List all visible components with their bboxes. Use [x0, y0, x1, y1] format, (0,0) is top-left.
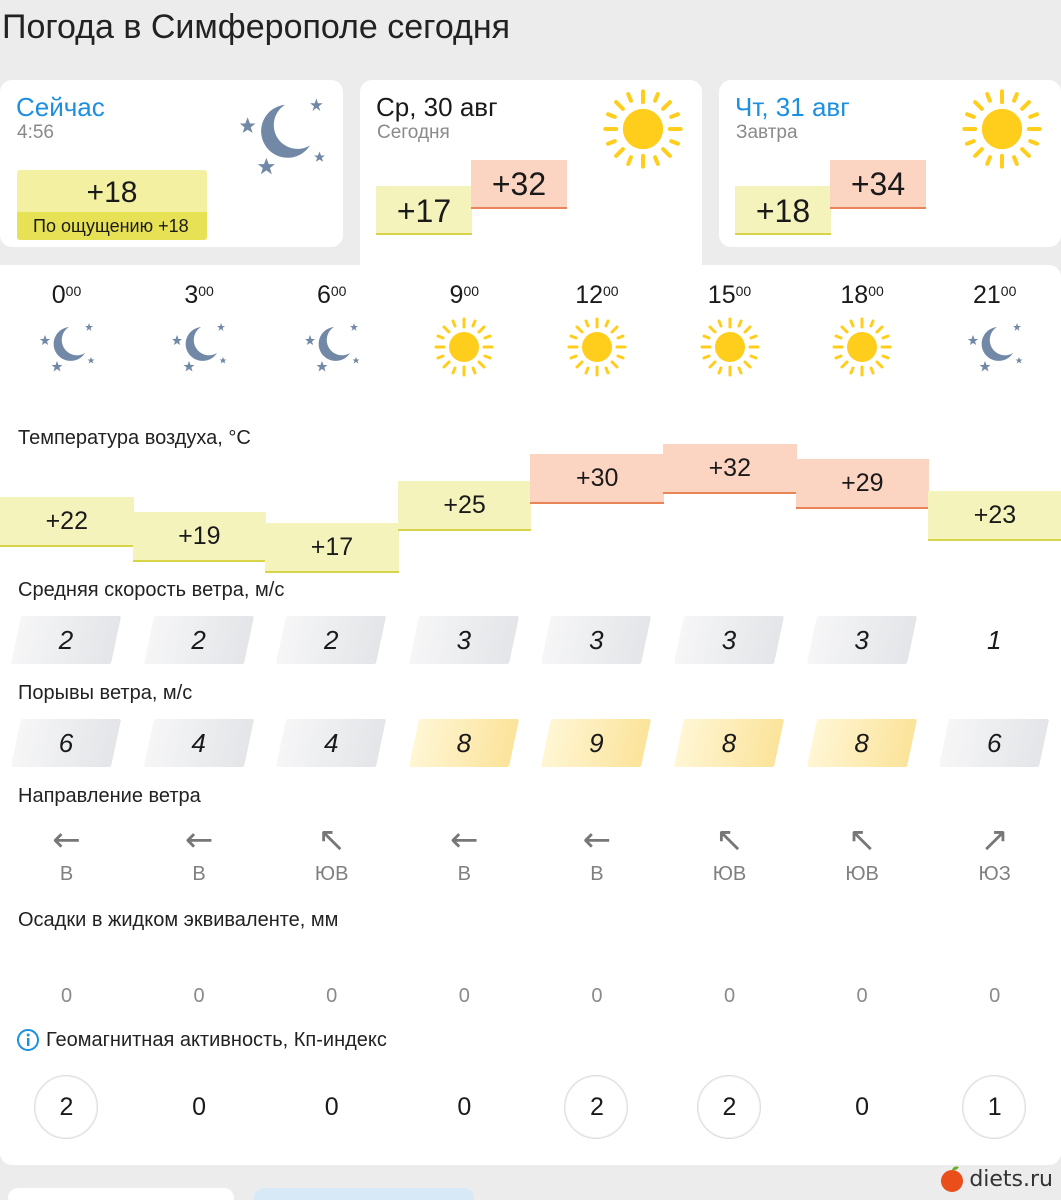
- wind-direction-cell: [133, 821, 266, 886]
- wind-gust-cell: [149, 719, 249, 767]
- sun-icon: [698, 315, 762, 379]
- wind-arrow-icon: ←: [582, 820, 612, 860]
- hour-icon-cell: [265, 315, 398, 379]
- wind-value: 3: [456, 625, 472, 655]
- geomag-section-label[interactable]: [16, 1028, 387, 1052]
- wind-speed-cell: [812, 616, 912, 664]
- wind-direction-cell: [398, 821, 531, 886]
- wind-value: 8: [854, 728, 869, 758]
- day-card-sub: Завтра: [736, 122, 798, 143]
- temp-section-label: Температура воздуха, °C: [18, 427, 251, 449]
- now-time: 4:56: [17, 122, 54, 143]
- precip-value: 0: [60, 985, 73, 1007]
- wind-value: 6: [58, 728, 74, 758]
- wind-section-label: Средняя скорость ветра, м/с: [18, 579, 285, 601]
- wind-direction-cell: [0, 821, 133, 886]
- wind-value: 2: [191, 625, 206, 655]
- day-low-temp: +18: [735, 186, 831, 235]
- day-card-sub: Сегодня: [377, 122, 450, 143]
- sun-icon: [600, 86, 686, 172]
- day-card-tomorrow[interactable]: [719, 80, 1061, 247]
- geomag-value: 0: [324, 1093, 339, 1121]
- day-card-today[interactable]: [360, 80, 702, 270]
- geomag-value: 1: [987, 1093, 1002, 1121]
- brand-watermark: [939, 1165, 1053, 1193]
- precip-value: 0: [723, 985, 736, 1007]
- wind-arrow-icon: ↖: [847, 820, 877, 860]
- hour-minutes: 00: [463, 283, 480, 299]
- wind-value: 2: [323, 625, 339, 655]
- geomag-value: 2: [589, 1093, 604, 1121]
- temp-value: +25: [443, 490, 486, 519]
- hour-minutes: 00: [330, 283, 347, 299]
- page-title: Погода в Симферополе сегодня: [2, 8, 511, 46]
- precip-value: 0: [989, 985, 1001, 1007]
- wind-gust-cell: [16, 719, 116, 767]
- temp-value: +22: [45, 506, 88, 535]
- hour-value: 21: [972, 281, 1001, 309]
- wind-speed-cell: [16, 616, 116, 664]
- wind-direction-label: В: [457, 863, 471, 885]
- hour-minutes: 00: [603, 283, 619, 299]
- geomag-cell: [0, 1075, 133, 1139]
- hour-value: 0: [51, 281, 66, 309]
- hour-icon-cell: [133, 315, 266, 379]
- sun-icon: [830, 315, 894, 379]
- hour-minutes: 00: [198, 283, 214, 299]
- hour-icon-cell: [530, 315, 663, 379]
- hour-value: 12: [575, 281, 603, 309]
- hourly-panel: [0, 265, 1061, 1165]
- hour-label: [398, 281, 531, 310]
- direction-section-label: Направление ветра: [18, 785, 201, 807]
- hour-label: [530, 281, 663, 310]
- wind-gust-cell: [679, 719, 779, 767]
- wind-arrow-icon: ↗: [980, 820, 1009, 860]
- temp-value: +17: [310, 533, 354, 561]
- temp-cell: [133, 512, 267, 562]
- hour-label: [796, 281, 929, 310]
- apple-logo-icon: [939, 1165, 965, 1193]
- geomag-cell: [928, 1075, 1061, 1139]
- wind-arrow-icon: ←: [184, 820, 214, 860]
- hour-minutes: 00: [735, 283, 752, 299]
- wind-value: 3: [854, 625, 869, 655]
- precip-value: 0: [326, 985, 338, 1007]
- wind-direction-label: ЮВ: [845, 863, 879, 885]
- geomag-value: 0: [192, 1093, 207, 1121]
- sun-icon: [565, 315, 629, 379]
- geomag-value: 0: [457, 1093, 472, 1121]
- feels-like: По ощущению +18: [17, 212, 207, 240]
- wind-value: 8: [456, 728, 472, 758]
- geomag-cell: [796, 1075, 929, 1139]
- geomag-value: 2: [59, 1093, 74, 1121]
- moon-stars-icon: [167, 315, 231, 379]
- hour-minutes: 00: [1000, 283, 1017, 299]
- wind-direction-cell: [265, 821, 398, 886]
- temp-cell: [530, 454, 664, 504]
- moon-stars-icon: [963, 315, 1027, 379]
- wind-gust-cell: [944, 719, 1044, 767]
- geomag-cell: [663, 1075, 796, 1139]
- hour-icon-cell: [0, 315, 133, 379]
- temp-value: +30: [575, 464, 619, 493]
- wind-direction-label: В: [590, 863, 604, 885]
- hour-icon-cell: [663, 315, 796, 379]
- wind-gust-cell: [414, 719, 514, 767]
- wind-speed-cell: [679, 616, 779, 664]
- hour-value: 18: [840, 281, 869, 309]
- wind-gust-cell: [546, 719, 646, 767]
- hour-value: 3: [184, 281, 199, 309]
- now-temperature-block: [17, 170, 207, 240]
- hour-label: [133, 281, 266, 310]
- hour-icon-cell: [928, 315, 1061, 379]
- wind-value: 3: [721, 625, 737, 655]
- geomag-cell: [133, 1075, 266, 1139]
- day-card-date: Чт, 31 авг: [735, 92, 850, 122]
- hour-value: 15: [707, 281, 736, 309]
- bottom-tab-1[interactable]: [8, 1188, 234, 1200]
- wind-arrow-icon: ↖: [317, 820, 346, 860]
- wind-speed-cell: [149, 616, 249, 664]
- temp-value: +32: [708, 453, 751, 482]
- wind-value: 1: [986, 625, 1002, 655]
- wind-speed-cell: [414, 616, 514, 664]
- hour-label: [265, 281, 398, 310]
- wind-gust-cell: [812, 719, 912, 767]
- info-icon[interactable]: [16, 1028, 40, 1052]
- temp-cell: [265, 523, 399, 573]
- wind-value: 6: [986, 728, 1002, 758]
- precip-value: 0: [458, 985, 470, 1007]
- wind-speed-cell: [546, 616, 646, 664]
- wind-direction-cell: [796, 821, 929, 886]
- wind-direction-label: В: [192, 863, 206, 885]
- geomag-value: 0: [855, 1093, 870, 1121]
- geomag-cell: [530, 1075, 663, 1139]
- wind-direction-label: В: [59, 863, 74, 885]
- wind-direction-label: ЮЗ: [978, 863, 1011, 885]
- temp-cell: [0, 497, 134, 547]
- wind-value: 9: [589, 728, 604, 758]
- day-high-temp: +34: [830, 160, 926, 209]
- geomag-label-text: Геомагнитная активность, Кп-индекс: [46, 1028, 387, 1051]
- geomag-value: 2: [722, 1093, 737, 1121]
- temp-cell: [796, 459, 930, 509]
- gust-section-label: Порывы ветра, м/с: [18, 682, 193, 704]
- wind-arrow-icon: ←: [52, 820, 81, 860]
- wind-value: 2: [58, 625, 74, 655]
- wind-value: 4: [191, 728, 206, 758]
- precip-value: 0: [856, 985, 868, 1007]
- hour-icon-cell: [398, 315, 531, 379]
- temp-cell: [398, 481, 532, 531]
- moon-stars-icon: [300, 315, 364, 379]
- precip-value: 0: [193, 985, 205, 1007]
- wind-gust-cell: [281, 719, 381, 767]
- wind-speed-cell: [281, 616, 381, 664]
- temp-value: +29: [841, 469, 884, 498]
- day-card-date: Ср, 30 авг: [376, 92, 498, 122]
- wind-direction-label: ЮВ: [314, 863, 349, 885]
- hour-value: 9: [449, 281, 464, 309]
- wind-arrow-icon: ↖: [715, 820, 744, 860]
- temp-cell: [928, 491, 1061, 541]
- now-label: Сейчас: [16, 92, 105, 122]
- wind-arrow-icon: ←: [450, 820, 479, 860]
- precip-section-label: Осадки в жидком эквиваленте, мм: [18, 909, 339, 931]
- temp-value: +23: [973, 501, 1017, 530]
- wind-direction-cell: [530, 821, 663, 886]
- hour-value: 6: [316, 281, 331, 309]
- bottom-tab-2[interactable]: [254, 1188, 474, 1200]
- wind-speed-cell: [944, 616, 1044, 664]
- wind-direction-cell: [928, 821, 1061, 886]
- sun-icon: [959, 86, 1045, 172]
- hour-label: [928, 281, 1061, 310]
- hour-label: [0, 281, 133, 310]
- hour-minutes: 00: [868, 283, 884, 299]
- wind-direction-cell: [663, 821, 796, 886]
- wind-direction-label: ЮВ: [712, 863, 747, 885]
- temp-cell: [663, 444, 797, 494]
- now-temp: +18: [86, 176, 138, 209]
- precip-value: 0: [591, 985, 603, 1007]
- geomag-cell: [398, 1075, 531, 1139]
- hour-minutes: 00: [65, 283, 82, 299]
- sun-icon: [432, 315, 496, 379]
- moon-stars-icon: [35, 315, 99, 379]
- geomag-cell: [265, 1075, 398, 1139]
- wind-value: 4: [323, 728, 339, 758]
- day-low-temp: +17: [376, 186, 472, 235]
- moon-stars-icon: [232, 86, 332, 186]
- now-card[interactable]: [0, 80, 343, 247]
- temp-value: +19: [178, 522, 221, 551]
- day-high-temp: +32: [471, 160, 567, 209]
- brand-text: diets.ru: [969, 1166, 1053, 1192]
- hour-label: [663, 281, 796, 310]
- wind-value: 3: [589, 625, 604, 655]
- hour-icon-cell: [796, 315, 929, 379]
- wind-value: 8: [721, 728, 737, 758]
